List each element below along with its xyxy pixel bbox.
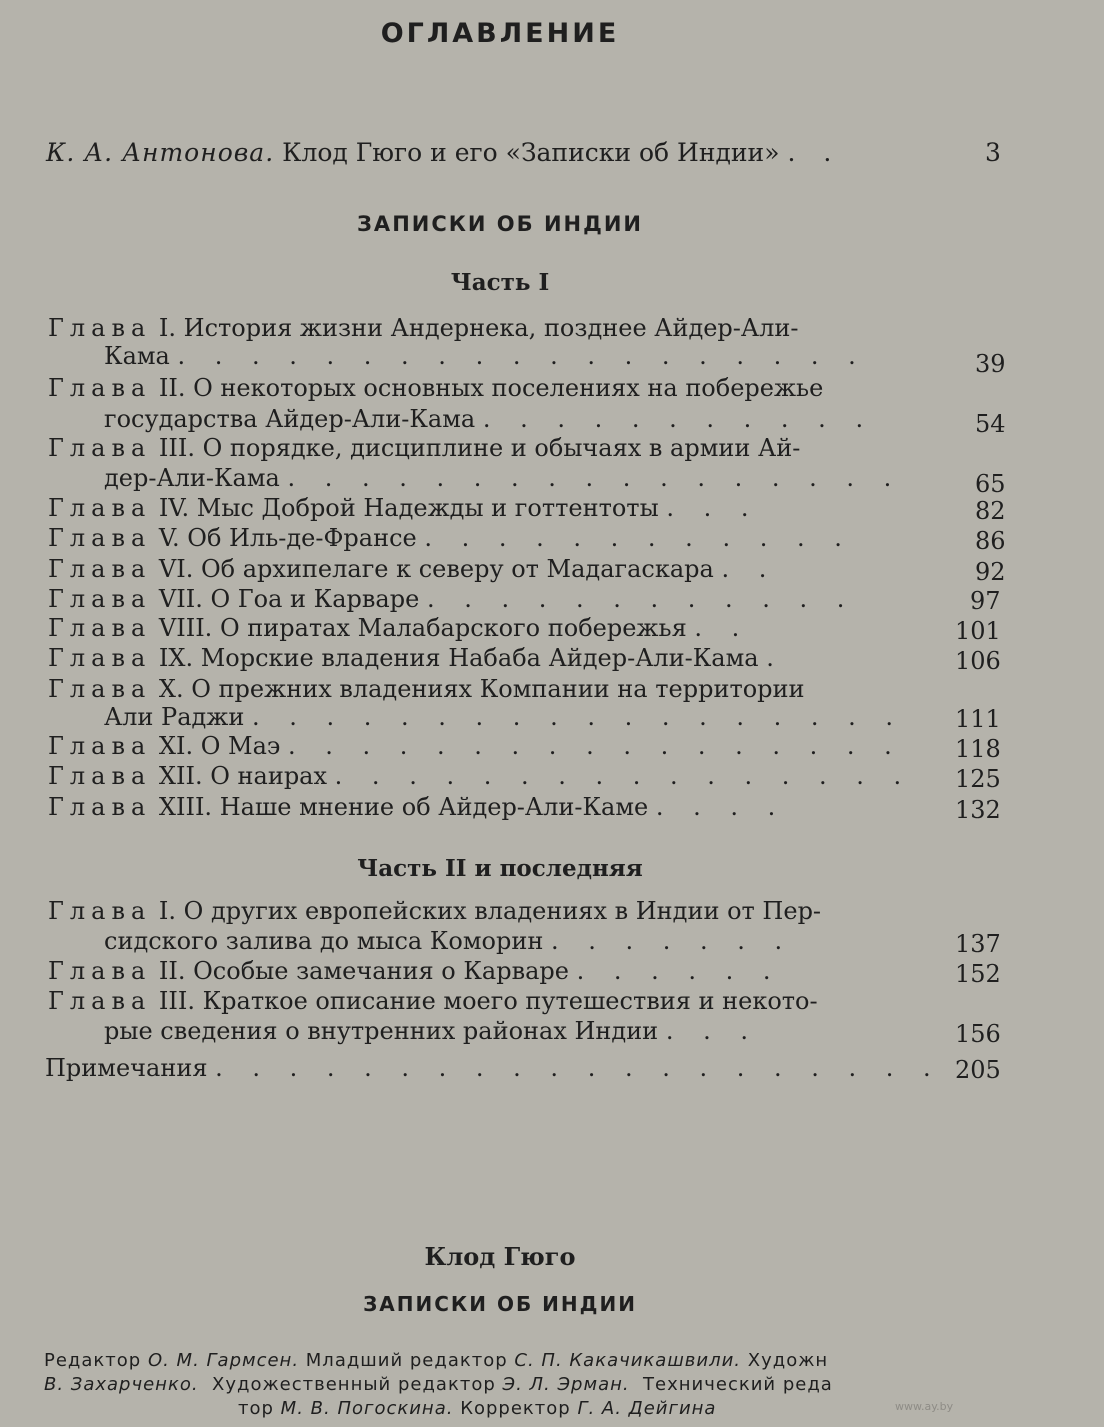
toc-entry-6 <box>48 555 1048 585</box>
leader-dots: . . . <box>666 494 760 522</box>
credit-role: Технический реда <box>643 1374 833 1395</box>
toc-entry-8 <box>48 614 1048 644</box>
watermark-text: www.ay.by <box>895 1400 954 1413</box>
chapter-title: V. Об Иль-де-Франсе <box>158 524 417 552</box>
chapter-label: Глава <box>48 987 152 1015</box>
chapter-title: XI. О Маэ <box>158 732 281 760</box>
leader-dots: . . . . . . . . . . . . <box>424 524 853 552</box>
toc-entry-14 <box>48 897 1048 927</box>
chapter-label: Глава <box>48 732 152 760</box>
chapter-label: Глава <box>48 374 152 402</box>
page-number: 156 <box>955 1020 1001 1048</box>
chapter-title: VIII. О пиратах Малабарского побережья <box>158 614 687 642</box>
credit-role: Художн <box>747 1350 829 1371</box>
leader-dots: . . <box>721 555 778 583</box>
toc-entry-12 <box>48 762 1048 792</box>
section-title: ЗАПИСКИ ОБ ИНДИИ <box>357 212 643 236</box>
credit-role: Редактор <box>44 1350 142 1371</box>
intro-entry <box>46 138 1036 167</box>
page-number: 54 <box>975 410 1006 438</box>
chapter-label: Глава <box>48 494 152 522</box>
toc-entry-13 <box>48 793 1048 823</box>
intro-title: Клод Гюго и его «Записки об Индии» <box>282 138 780 167</box>
credits-line-1 <box>44 1350 828 1371</box>
chapter-title-cont: дер-Али-Кама <box>104 464 280 492</box>
page-number: 39 <box>975 350 1006 378</box>
credit-person: Г. А. Дейгина <box>577 1398 717 1419</box>
chapter-label: Глава <box>48 314 152 342</box>
chapter-title: II. О некоторых основных поселениях на побережье <box>158 374 824 402</box>
credit-person: О. М. Гармсен. <box>147 1350 300 1371</box>
page-number: 132 <box>955 796 1001 824</box>
chapter-title: XII. О наирах <box>158 762 328 790</box>
page-number: 111 <box>955 705 1001 733</box>
chapter-title: I. О других европейских владениях в Индии от Пер- <box>158 897 822 925</box>
credit-person: В. Захарченко. <box>44 1374 199 1395</box>
part1-title: Часть I <box>450 269 550 296</box>
toc-entry-2-cont <box>104 405 1104 435</box>
chapter-title: XIII. Наше мнение об Айдер-Али-Каме <box>158 793 649 821</box>
leader-dots: . . . . . . . . . . . . . . . . . <box>287 464 903 492</box>
leader-dots: . . <box>694 614 751 642</box>
page-number: 82 <box>975 497 1006 525</box>
chapter-title: I. История жизни Андернека, позднее Айдер-Али- <box>158 314 799 342</box>
chapter-title: III. О порядке, дисциплине и обычаях в армии Ай- <box>158 434 801 462</box>
toc-entry-3 <box>48 434 1048 464</box>
chapter-label: Глава <box>48 524 152 552</box>
chapter-label: Глава <box>48 644 152 672</box>
page-number: 106 <box>955 647 1001 675</box>
chapter-title: VI. Об архипелаге к северу от Мадагаскара <box>158 555 714 583</box>
page-number: 86 <box>975 527 1006 555</box>
credit-role: Корректор <box>460 1398 571 1419</box>
leader-dots: . . . <box>665 1017 759 1045</box>
leader-dots: . . . . . . . . . . . . <box>426 585 856 613</box>
leader-dots: . . . . . . <box>576 957 782 985</box>
toc-entry-9 <box>48 644 1048 674</box>
credit-role: Младший редактор <box>305 1350 508 1371</box>
leader-dots: . . . . . . . . . . . . . . . . <box>334 762 913 790</box>
toc-entry-1 <box>48 314 1048 344</box>
leader-dots: . . . . . . . . . . . <box>482 405 875 433</box>
chapter-title-cont: государства Айдер-Али-Кама <box>104 405 476 433</box>
page-number: 137 <box>955 930 1001 958</box>
page-number: 101 <box>955 617 1001 645</box>
leader-dots: . . . . . . . . . . . . . . . . . . . . <box>215 1054 942 1082</box>
chapter-title: IV. Мыс Доброй Надежды и готтентоты <box>158 494 659 522</box>
part2-title: Часть II и последняя <box>357 855 643 882</box>
credit-person: М. В. Погоскина. <box>280 1398 454 1419</box>
toc-entry-7 <box>48 585 1048 615</box>
chapter-title-cont: рые сведения о внутренних районах Индии <box>104 1017 659 1045</box>
imprint-title: ЗАПИСКИ ОБ ИНДИИ <box>363 1292 637 1316</box>
page-number: 125 <box>955 765 1001 793</box>
credit-person: Э. Л. Эрман. <box>502 1374 630 1395</box>
chapter-label: Глава <box>48 762 152 790</box>
credit-role: Художественный редактор <box>212 1374 496 1395</box>
leader-dots: . . . . . . . . . . . . . . . . . . <box>252 703 905 731</box>
page-number: 118 <box>955 735 1001 763</box>
toc-entry-10-cont <box>104 703 1104 733</box>
credits-line-2 <box>44 1374 833 1395</box>
page-number: 92 <box>975 558 1006 586</box>
chapter-label: Глава <box>48 957 152 985</box>
page-number: 97 <box>970 587 1001 615</box>
notes-title: Примечания <box>45 1054 208 1082</box>
toc-entry-notes <box>45 1054 1045 1084</box>
toc-entry-10 <box>48 675 1048 705</box>
credit-role: тор <box>238 1398 274 1419</box>
toc-entry-16 <box>48 987 1048 1017</box>
intro-author: К. А. Антонова. <box>46 138 275 167</box>
chapter-title: X. О прежних владениях Компании на территории <box>158 675 805 703</box>
intro-page-number: 3 <box>985 138 1001 167</box>
leader-dots: . . . . . . . . . . . . . . . . . . . <box>177 342 867 370</box>
chapter-title: II. Особые замечания о Карваре <box>158 957 569 985</box>
credit-person: С. П. Какачикашвили. <box>514 1350 742 1371</box>
chapter-title-cont: Али Раджи <box>104 703 245 731</box>
toc-entry-14-cont <box>104 927 1104 957</box>
credits-line-3 <box>238 1398 716 1419</box>
chapter-title-cont: Кама <box>104 342 170 370</box>
chapter-label: Глава <box>48 585 152 613</box>
page-number: 205 <box>955 1056 1001 1084</box>
chapter-title: VII. О Гоа и Карваре <box>158 585 420 613</box>
page-title: ОГЛАВЛЕНИЕ <box>380 18 620 49</box>
toc-entry-11 <box>48 732 1048 762</box>
chapter-title-cont: сидского залива до мыса Коморин <box>104 927 544 955</box>
chapter-title: III. Краткое описание моего путешествия и некото- <box>158 987 818 1015</box>
chapter-title: IX. Морские владения Набаба Айдер-Али-Кама <box>158 644 759 672</box>
chapter-label: Глава <box>48 614 152 642</box>
toc-entry-5 <box>48 524 1048 554</box>
chapter-label: Глава <box>48 434 152 462</box>
intro-dots: . . <box>787 138 842 167</box>
leader-dots: . . . . . . . . . . . . . . . . . <box>288 732 903 760</box>
chapter-label: Глава <box>48 897 152 925</box>
toc-entry-15 <box>48 957 1048 987</box>
chapter-label: Глава <box>48 675 152 703</box>
toc-entry-1-cont <box>104 342 1104 372</box>
imprint-author: Клод Гюго <box>424 1242 576 1271</box>
leader-dots: . <box>766 644 785 672</box>
toc-entry-16-cont <box>104 1017 1104 1047</box>
toc-entry-3-cont <box>104 464 1104 494</box>
toc-entry-2 <box>48 374 1048 404</box>
leader-dots: . . . . . . . <box>551 927 794 955</box>
page-number: 65 <box>975 470 1006 498</box>
chapter-label: Глава <box>48 555 152 583</box>
page-number: 152 <box>955 960 1001 988</box>
leader-dots: . . . . <box>655 793 787 821</box>
toc-entry-4 <box>48 494 1048 524</box>
chapter-label: Глава <box>48 793 152 821</box>
